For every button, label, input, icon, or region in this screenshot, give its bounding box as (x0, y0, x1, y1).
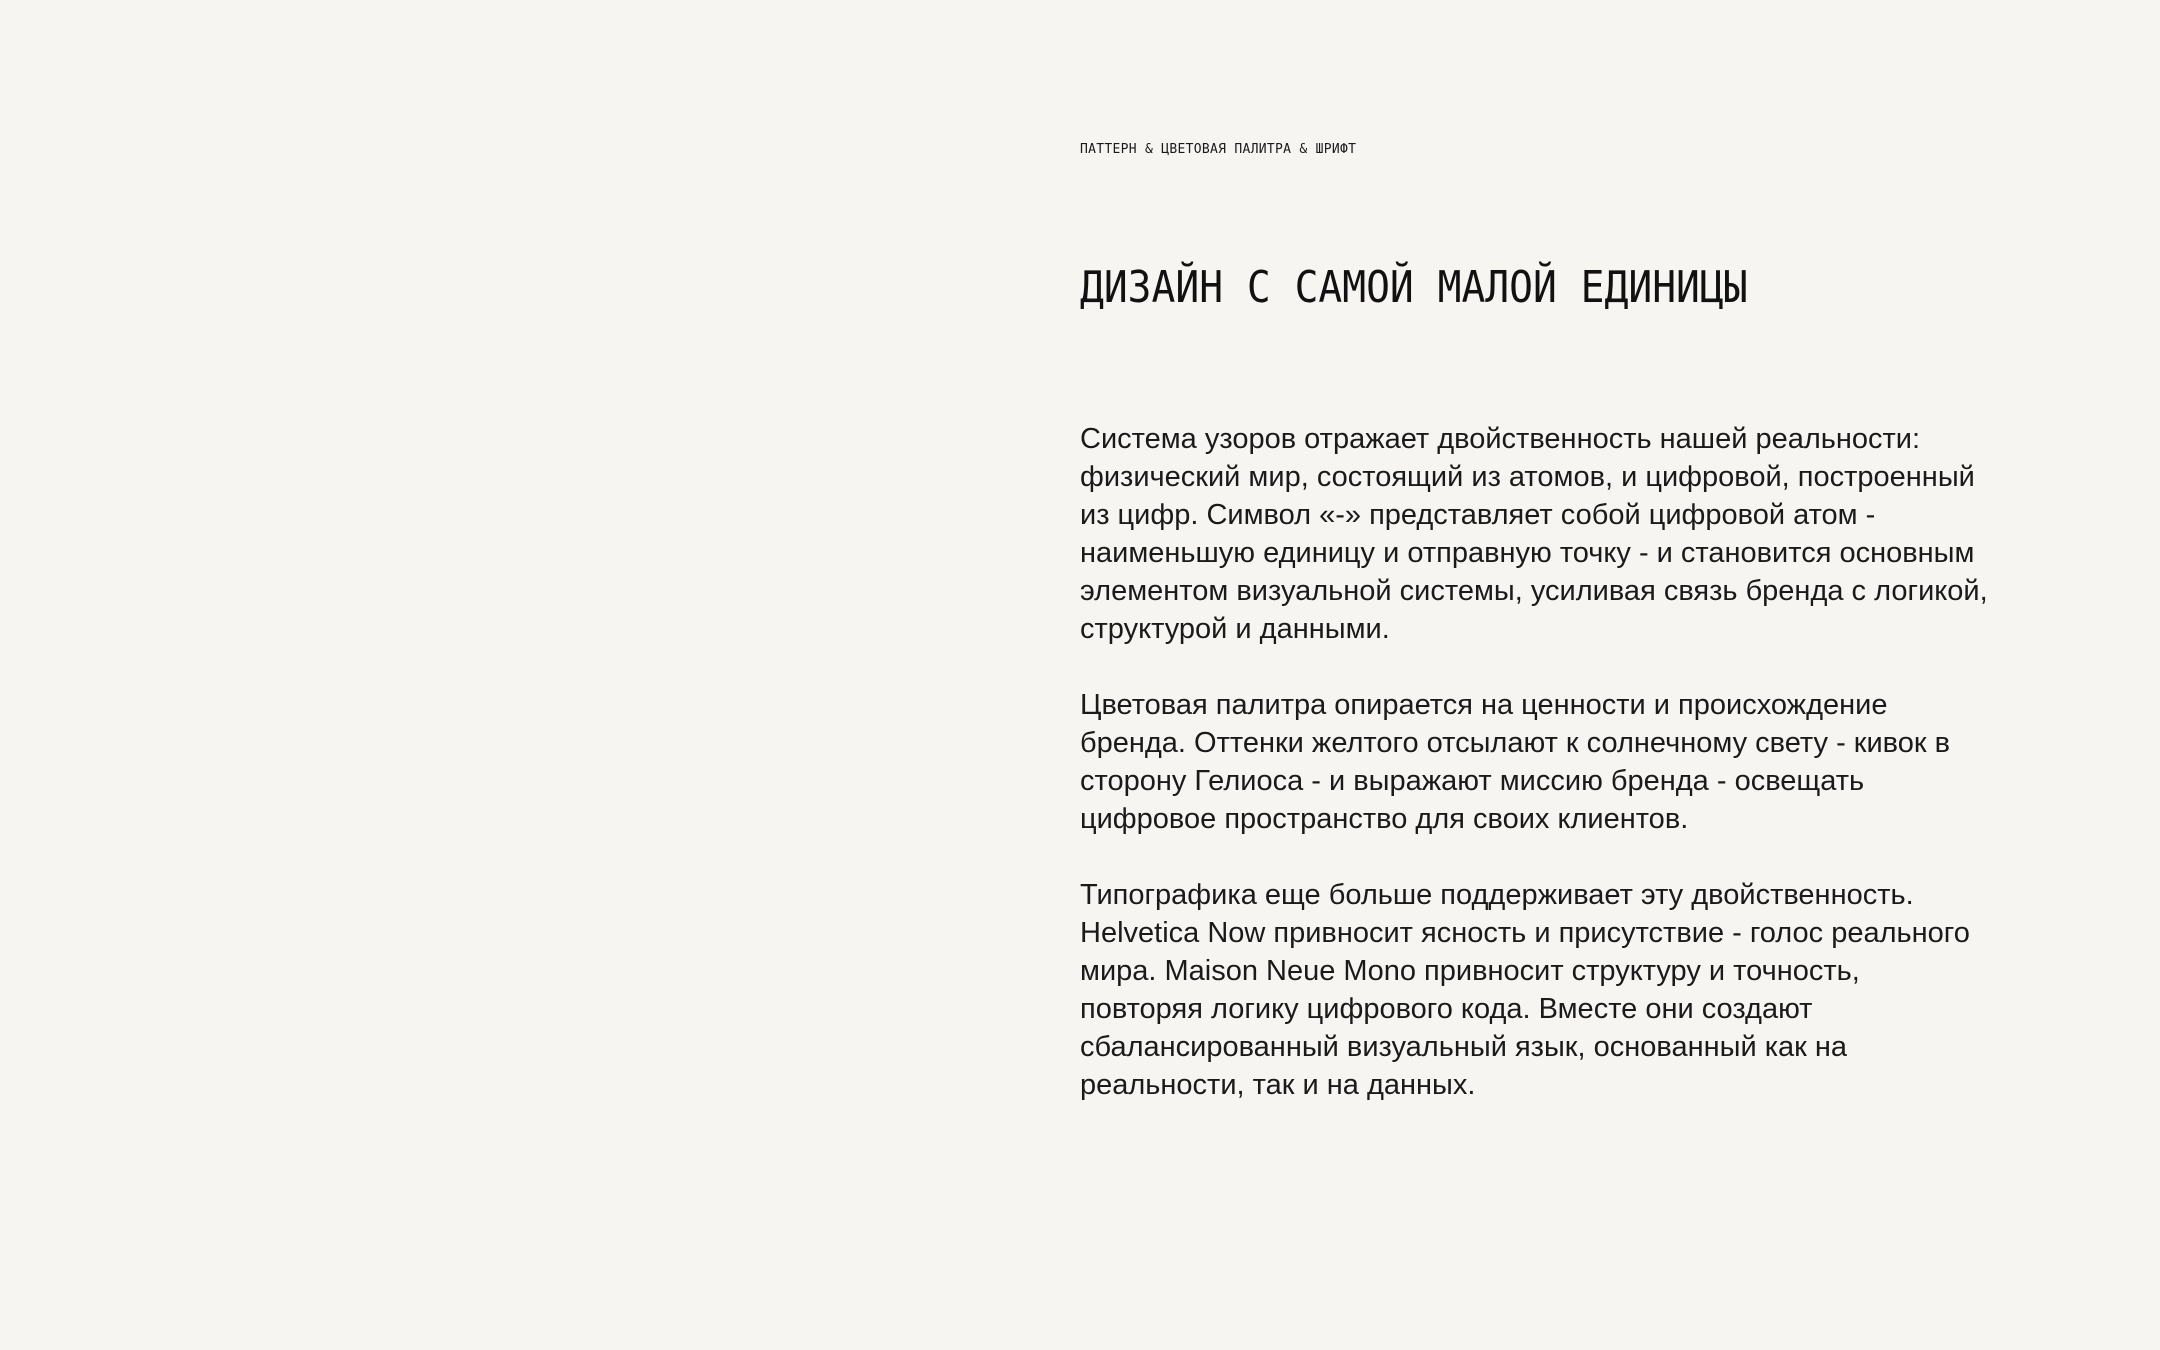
paragraph-typography: Типографика еще больше поддерживает эту двойственность. Helvetica Now привносит ясность и присутствие - голос реального мира. Maison Neue Mono привносит структуру и точность, повторяя логику цифрового кода. Вместе они создают сбалансированный визуальный язык, основанный как на реальности, так и на данных. (1080, 879, 1970, 1101)
body-text (1080, 420, 1990, 1142)
section-kicker: ПАТТЕРН & ЦВЕТОВАЯ ПАЛИТРА & ШРИФТ (1080, 142, 1357, 157)
paragraph-pattern: Система узоров отражает двойственность нашей реальности: физический мир, состоящий из атомов, и цифровой, построенный из цифр. Символ «-» представляет собой цифровой атом - наименьшую единицу и отправную точку - и становится основным элементом визуальной системы, усиливая связь бренда с логикой, структурой и данными. (1080, 423, 1988, 645)
paragraph-color-palette: Цветовая палитра опирается на ценности и происхождение бренда. Оттенки желтого отсылают к солнечному свету - кивок в сторону Гелиоса - и выражают миссию бренда - освещать цифровое пространство для своих клиентов. (1080, 689, 1951, 835)
page-title: ДИЗАЙН С САМОЙ МАЛОЙ ЕДИНИЦЫ (1080, 262, 1748, 313)
